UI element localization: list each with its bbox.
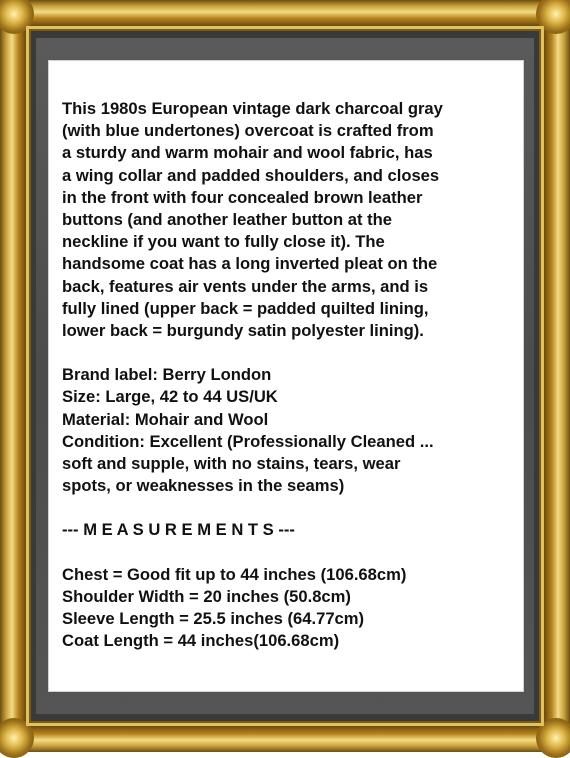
- measurements-heading-paragraph: [62, 519, 512, 541]
- sleeve-length-measurement: Sleeve Length = 25.5 inches (64.77cm): [62, 609, 365, 629]
- description-line: lower back = burgundy satin polyester lining).: [62, 321, 424, 341]
- measurements-paragraph: [62, 564, 512, 653]
- description-line: in the front with four concealed brown leather: [62, 187, 423, 207]
- description-line: fully lined (upper back = padded quilted lining,: [62, 298, 429, 318]
- listing-text: [62, 98, 512, 674]
- description-line: This 1980s European vintage dark charcoal gray: [62, 99, 443, 118]
- description-line: buttons (and another leather button at the: [62, 210, 393, 230]
- shoulder-width-measurement: Shoulder Width = 20 inches (50.8cm): [62, 586, 351, 606]
- description-line: handsome coat has a long inverted pleat on the: [62, 254, 438, 274]
- description-line: a sturdy and warm mohair and wool fabric, has: [62, 143, 433, 163]
- condition-line: Condition: Excellent (Professionally Cleaned ...: [62, 431, 434, 451]
- details-paragraph: [62, 364, 512, 497]
- material-line: Material: Mohair and Wool: [62, 409, 269, 429]
- condition-line: soft and supple, with no stains, tears, wear: [62, 454, 401, 474]
- chest-measurement: Chest = Good fit up to 44 inches (106.68cm): [62, 564, 407, 584]
- size-line: Size: Large, 42 to 44 US/UK: [62, 387, 278, 407]
- description-paragraph: [62, 98, 512, 342]
- coat-length-measurement: Coat Length = 44 inches(106.68cm): [62, 631, 340, 651]
- condition-line: spots, or weaknesses in the seams): [62, 476, 345, 496]
- description-line: a wing collar and padded shoulders, and closes: [62, 165, 440, 185]
- description-line: neckline if you want to fully close it). The: [62, 232, 385, 252]
- measurements-heading: --- M E A S U R E M E N T S ---: [62, 520, 295, 540]
- brand-label-line: Brand label: Berry London: [62, 365, 272, 385]
- description-line: (with blue undertones) overcoat is crafted from: [62, 121, 434, 141]
- description-line: back, features air vents under the arms, and is: [62, 276, 429, 296]
